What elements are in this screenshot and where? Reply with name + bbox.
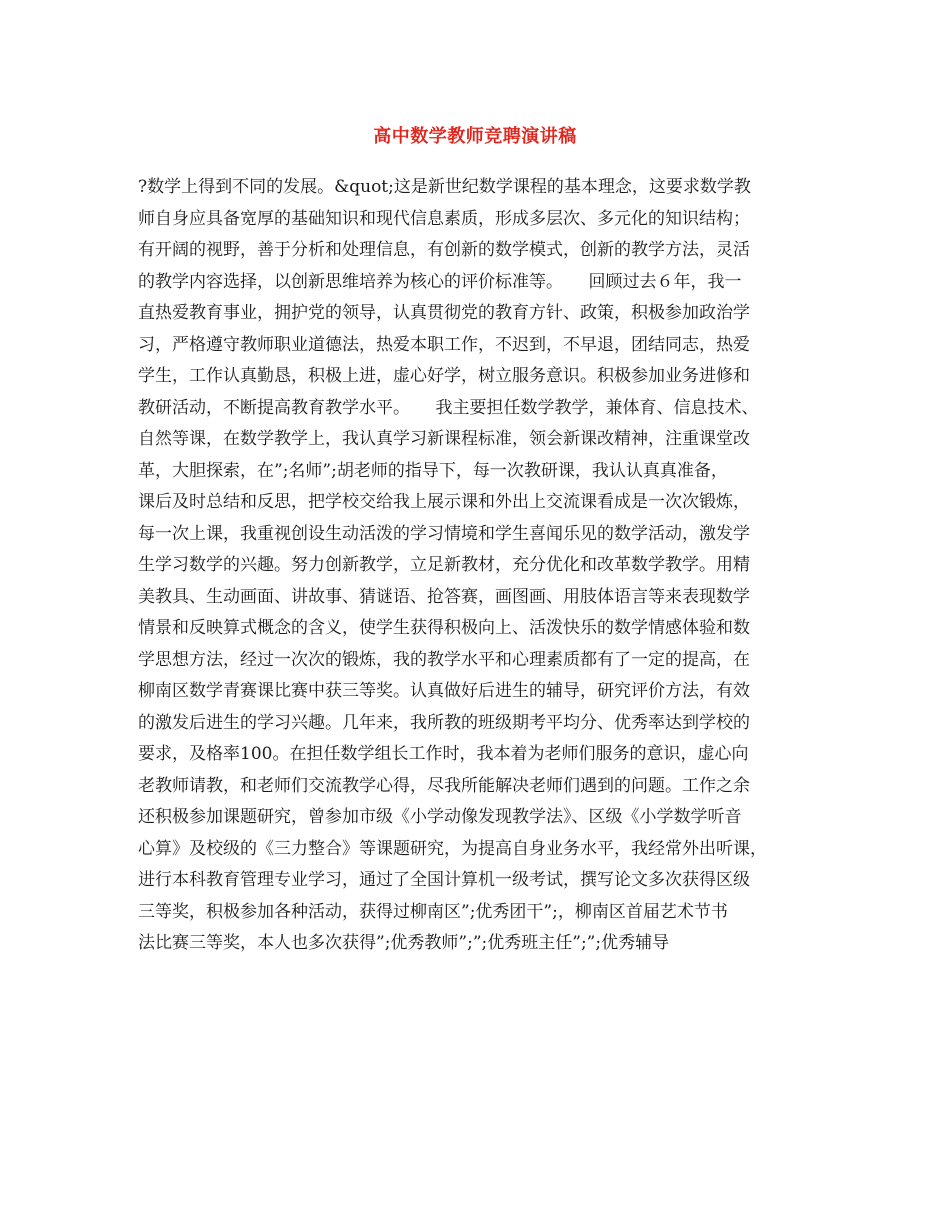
body-line: 直热爱教育事业，拥护党的领导，认真贯彻党的教育方针、政策，积极参加政治学 xyxy=(138,303,750,323)
document-title: 高中数学教师竞聘演讲稿 xyxy=(373,126,577,147)
body-line: 师自身应具备宽厚的基础知识和现代信息素质，形成多层次、多元化的知识结构； xyxy=(138,208,750,229)
body-line: 每一次上课，我重视创设生动活泼的学习情境和学生喜闻乐见的数学活动，激发学 xyxy=(138,523,750,544)
body-line: 的激发后进生的学习兴趣。几年来，我所教的班级期考平均分、优秀率达到学校的 xyxy=(138,712,750,733)
body-line: 的教学内容选择，以创新思维培养为核心的评价标准等。 回顾过去６年，我一 xyxy=(138,271,742,292)
body-line: 老教师请教，和老师们交流教学心得，尽我所能解决老师们遇到的问题。工作之余 xyxy=(138,775,750,796)
document-body xyxy=(138,172,818,960)
body-line: 学思想方法，经过一次次的锻炼，我的教学水平和心理素质都有了一定的提高，在 xyxy=(138,649,750,670)
body-line: 法比赛三等奖，本人也多次获得”;优秀教师”;”;优秀班主任”;”;优秀辅导 xyxy=(138,933,670,953)
body-line: 情景和反映算式概念的含义，使学生获得积极向上、活泼快乐的数学情感体验和数 xyxy=(138,618,750,638)
body-line: 要求，及格率100。在担任数学组长工作时，我本着为老师们服务的意识，虚心向 xyxy=(138,744,749,764)
body-line: 还积极参加课题研究，曾参加市级《小学动像发现教学法》、区级《小学数学听音 xyxy=(138,807,742,827)
body-line: 三等奖，积极参加各种活动，获得过柳南区”;优秀团干”;，柳南区首届艺术节书 xyxy=(138,901,728,922)
body-line: 教研活动，不断提高教育教学水平。 我主要担任数学教学，兼体育、信息技术、 xyxy=(138,397,759,418)
body-line: 自然等课，在数学教学上，我认真学习新课程标准，领会新课改精神，注重课堂改 xyxy=(138,429,750,449)
body-line: 学生，工作认真勤恳，积极上进，虚心好学，树立服务意识。积极参加业务进修和 xyxy=(138,366,750,386)
body-line: 柳南区数学青赛课比赛中获三等奖。认真做好后进生的辅导，研究评价方法，有效 xyxy=(138,681,750,701)
body-line: 心算》及校级的《三力整合》等课题研究，为提高自身业务水平，我经常外出听课， xyxy=(138,838,767,859)
body-line: 美教具、生动画面、讲故事、猜谜语、抢答赛，画图画、用肢体语言等来表现数学 xyxy=(138,586,750,607)
body-line: 革，大胆探索，在”;名师”;胡老师的指导下，每一次教研课，我认认真真准备， xyxy=(138,460,728,481)
body-line: 课后及时总结和反思，把学校交给我上展示课和外出上交流课看成是一次次锻炼， xyxy=(138,492,750,512)
body-line: 有开阔的视野，善于分析和处理信息，有创新的数学模式，创新的教学方法，灵活 xyxy=(138,240,750,260)
body-line: ?数学上得到不同的发展。&quot;这是新世纪数学课程的基本理念，这要求数学教 xyxy=(138,177,751,197)
body-line: 进行本科教育管理专业学习，通过了全国计算机一级考试，撰写论文多次获得区级 xyxy=(138,870,750,890)
body-line: 习，严格遵守教师职业道德法，热爱本职工作，不迟到，不早退，团结同志，热爱 xyxy=(138,334,750,355)
body-line: 生学习数学的兴趣。努力创新教学，立足新教材，充分优化和改革数学教学。用精 xyxy=(138,555,750,575)
